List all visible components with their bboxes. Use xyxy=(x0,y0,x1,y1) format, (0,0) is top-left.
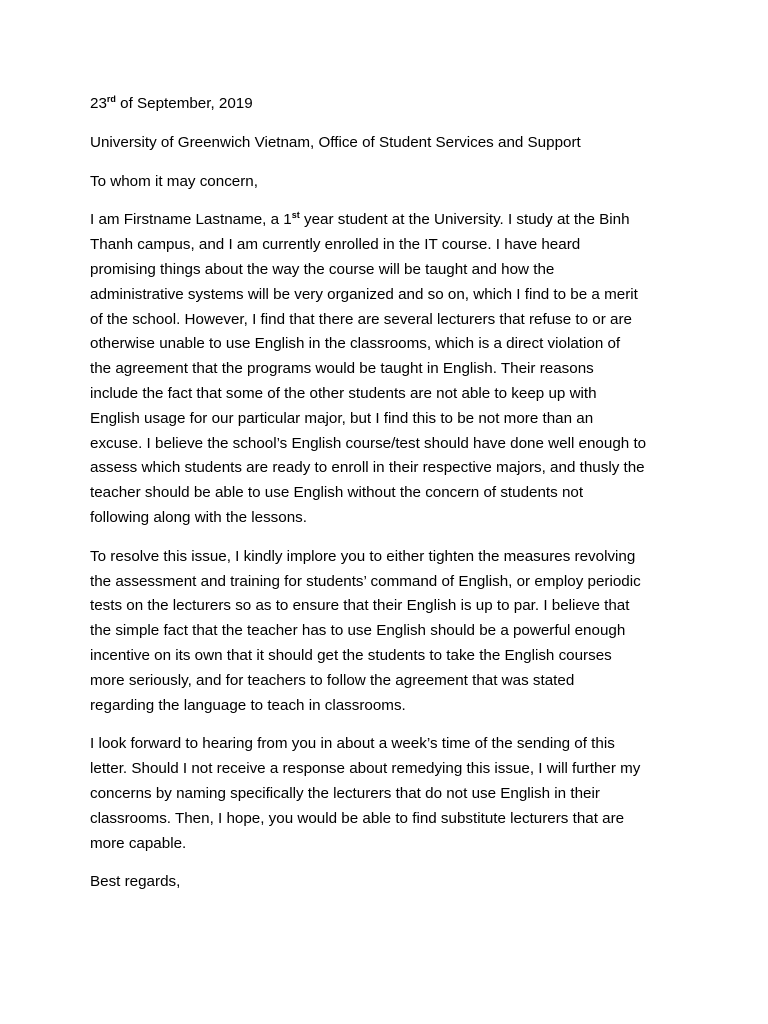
letter-closing: Best regards, xyxy=(90,873,181,891)
paragraph-line: English usage for our particular major, but I find this to be not more than an xyxy=(90,409,594,427)
paragraph-line: I am Firstname Lastname, a 1st year student at the University. I study at the Binh xyxy=(90,210,630,229)
paragraph-line: of the school. However, I find that there are several lecturers that refuse to or are xyxy=(90,310,632,328)
paragraph-line: the simple fact that the teacher has to use English should be a powerful enough xyxy=(90,622,626,640)
paragraph-line: more capable. xyxy=(90,834,187,852)
letter-body-paragraph-2 xyxy=(90,545,690,719)
paragraph-line: otherwise unable to use English in the classrooms, which is a direct violation of xyxy=(90,335,621,353)
paragraph-line: promising things about the way the course will be taught and how the xyxy=(90,260,555,278)
paragraph-line: assess which students are ready to enroll in their respective majors, and thusly the xyxy=(90,459,645,477)
paragraph-line: teacher should be able to use English without the concern of students not xyxy=(90,484,584,502)
paragraph-line: incentive on its own that it should get the students to take the English courses xyxy=(90,646,612,664)
paragraph-line: include the fact that some of the other students are not able to keep up with xyxy=(90,384,597,402)
paragraph-line: I look forward to hearing from you in about a week’s time of the sending of this xyxy=(90,735,615,753)
paragraph-line: To resolve this issue, I kindly implore you to either tighten the measures revolving xyxy=(90,547,636,565)
paragraph-line: concerns by naming specifically the lecturers that do not use English in their xyxy=(90,784,600,802)
paragraph-line: letter. Should I not receive a response about remedying this issue, I will further my xyxy=(90,760,641,778)
letter-body-paragraph-1 xyxy=(90,208,690,530)
paragraph-line: tests on the lecturers so as to ensure that their English is up to par. I believe that xyxy=(90,597,630,615)
letter-page xyxy=(90,92,690,909)
letter-body-paragraph-3 xyxy=(90,732,690,856)
paragraph-line: excuse. I believe the school’s English course/test should have done well enough to xyxy=(90,434,647,452)
date-ordinal-suffix: rd xyxy=(106,94,116,104)
date-rest: of September, 2019 xyxy=(115,95,253,112)
paragraph-line: administrative systems will be very organized and so on, which I find to be a merit xyxy=(90,285,638,303)
letter-salutation: To whom it may concern, xyxy=(90,172,258,190)
paragraph-line: more seriously, and for teachers to follow the agreement that was stated xyxy=(90,671,575,689)
letter-date xyxy=(90,92,690,117)
paragraph-line: the assessment and training for students’ command of English, or employ periodic xyxy=(90,572,641,590)
paragraph-line: Thanh campus, and I am currently enrolled in the IT course. I have heard xyxy=(90,236,581,254)
paragraph-line: following along with the lessons. xyxy=(90,508,307,526)
paragraph-line: regarding the language to teach in classrooms. xyxy=(90,696,406,714)
date-day: 23 xyxy=(90,95,107,112)
paragraph-line: classrooms. Then, I hope, you would be able to find substitute lecturers that are xyxy=(90,809,625,827)
paragraph-line: the agreement that the programs would be taught in English. Their reasons xyxy=(90,360,594,378)
letter-recipient: University of Greenwich Vietnam, Office of Student Services and Support xyxy=(90,133,581,151)
year-ordinal-suffix: st xyxy=(291,210,300,221)
